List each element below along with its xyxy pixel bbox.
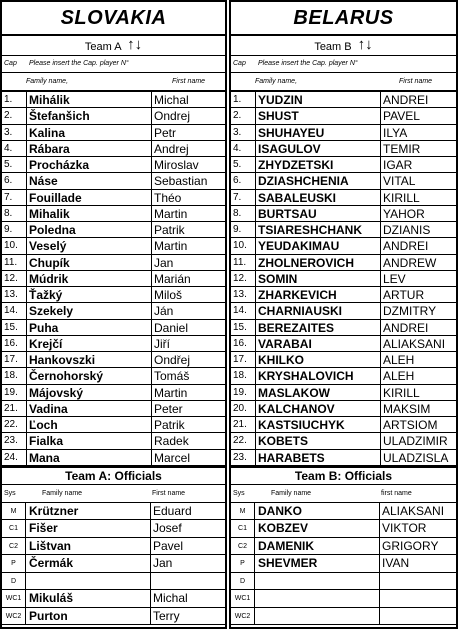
player-number: 19. — [2, 385, 27, 400]
player-first-name[interactable]: Patrik — [154, 418, 185, 432]
player-number: 7. — [231, 190, 256, 205]
player-family-name[interactable]: Ľoch — [27, 417, 152, 432]
team-b-panel — [229, 0, 458, 629]
official-first-name[interactable]: Pavel — [153, 538, 184, 553]
official-family-header: Family name — [42, 489, 83, 497]
player-first-name[interactable]: TEMIR — [383, 141, 421, 156]
player-family-name[interactable]: Májovský — [27, 385, 152, 400]
official-first-name[interactable]: Eduard — [153, 503, 192, 518]
official-role: C1 — [2, 520, 26, 537]
player-number: 6. — [231, 173, 256, 188]
player-family-name[interactable]: SOMIN — [256, 271, 381, 286]
player-family-name[interactable]: Štefanšich — [27, 108, 152, 123]
player-number: 22. — [2, 417, 27, 432]
player-first-name[interactable]: Théo — [154, 190, 182, 205]
player-number: 24. — [2, 450, 27, 465]
player-number: 18. — [231, 368, 256, 383]
player-first-name[interactable]: ALEH — [383, 369, 415, 384]
player-row[interactable] — [2, 173, 225, 189]
family-name-header: Family name, — [26, 78, 69, 85]
player-first-name[interactable]: ALIAKSANI — [383, 336, 446, 351]
official-row[interactable] — [2, 538, 225, 556]
player-number: 8. — [231, 206, 256, 221]
player-number: 6. — [2, 173, 27, 188]
player-first-name[interactable]: Ján — [154, 304, 174, 319]
player-row[interactable] — [2, 450, 225, 466]
player-first-name[interactable]: ARTSIOM — [383, 418, 438, 432]
player-first-name[interactable]: IGAR — [383, 158, 413, 172]
player-number: 13. — [2, 287, 27, 302]
official-role: P — [2, 555, 26, 572]
player-family-name[interactable]: ISAGULOV — [256, 141, 381, 156]
player-row[interactable] — [231, 222, 456, 238]
player-family-name[interactable]: Poledna — [27, 222, 152, 237]
official-role: WC2 — [2, 608, 26, 625]
official-row[interactable] — [2, 573, 225, 591]
player-family-name[interactable]: SHUHAYEU — [256, 125, 381, 140]
player-number: 19. — [231, 385, 256, 400]
player-first-name[interactable]: KIRILL — [383, 190, 420, 205]
player-first-name[interactable]: Ondrej — [154, 109, 191, 124]
official-first-header: first name — [381, 489, 412, 497]
player-first-name[interactable]: Ondřej — [154, 353, 191, 367]
player-first-name[interactable]: Miroslav — [154, 158, 199, 172]
official-family-name[interactable] — [255, 573, 380, 590]
player-family-name[interactable]: Vadina — [27, 401, 152, 416]
player-number: 10. — [2, 238, 27, 253]
player-number: 21. — [2, 401, 27, 416]
player-family-name[interactable]: KALCHANOV — [256, 401, 381, 416]
player-row[interactable] — [231, 303, 456, 319]
player-number: 4. — [231, 141, 256, 156]
roster-header — [231, 73, 456, 92]
player-row[interactable] — [2, 320, 225, 336]
player-row[interactable] — [231, 157, 456, 173]
captain-row — [231, 56, 456, 73]
official-row[interactable] — [231, 555, 456, 573]
player-first-name[interactable]: Andrej — [154, 141, 189, 156]
official-family-name[interactable]: Fišer — [26, 520, 151, 537]
sys-header: Sys — [4, 489, 16, 497]
player-first-name[interactable]: PAVEL — [383, 109, 420, 124]
player-family-name[interactable]: KOBETS — [256, 433, 381, 448]
player-number: 21. — [231, 417, 256, 432]
player-first-name[interactable]: ANDREI — [383, 320, 429, 335]
official-role: WC1 — [2, 590, 26, 607]
player-number: 17. — [2, 352, 27, 367]
player-first-name[interactable]: Radek — [154, 434, 189, 449]
cap-label: Cap — [4, 60, 17, 67]
player-row[interactable] — [231, 190, 456, 206]
player-family-name[interactable]: HARABETS — [256, 450, 381, 465]
officials-header — [231, 485, 456, 503]
official-family-name[interactable]: Mikuláš — [26, 590, 151, 607]
official-first-name[interactable]: Michal — [153, 591, 188, 606]
official-first-name[interactable]: IVAN — [382, 556, 410, 571]
player-number: 14. — [2, 303, 27, 318]
player-row[interactable] — [2, 206, 225, 222]
player-family-name[interactable]: MASLAKOW — [256, 385, 381, 400]
player-row[interactable] — [231, 320, 456, 336]
official-row[interactable] — [2, 503, 225, 521]
team-label: Team B — [314, 41, 352, 53]
officials-title: Team A: Officials — [2, 466, 225, 485]
player-family-name[interactable]: SHUST — [256, 108, 381, 123]
player-row[interactable] — [231, 385, 456, 401]
official-row[interactable] — [231, 590, 456, 608]
official-role: D — [2, 573, 26, 590]
player-number: 23. — [231, 450, 256, 465]
player-row[interactable] — [2, 303, 225, 319]
player-row[interactable] — [231, 141, 456, 157]
player-first-name[interactable]: Peter — [154, 401, 183, 416]
player-row[interactable] — [2, 255, 225, 271]
official-role: C2 — [231, 538, 255, 555]
official-first-name[interactable]: Jan — [153, 556, 173, 571]
player-first-name[interactable]: Tomáš — [154, 369, 190, 384]
player-first-name[interactable]: DZMITRY — [383, 304, 437, 319]
official-family-name[interactable] — [255, 590, 380, 607]
player-row[interactable] — [231, 352, 456, 368]
player-first-name[interactable]: ANDREI — [383, 93, 429, 107]
player-row[interactable] — [2, 125, 225, 141]
player-first-name[interactable]: Martin — [154, 385, 188, 400]
officials-title: Team B: Officials — [231, 466, 456, 485]
player-family-name[interactable]: Ťažký — [27, 287, 152, 302]
player-family-name[interactable]: Fouillade — [27, 190, 152, 205]
player-number: 9. — [2, 222, 27, 237]
player-row[interactable] — [2, 108, 225, 124]
player-row[interactable] — [231, 255, 456, 271]
official-family-name[interactable]: Čermák — [26, 555, 151, 572]
player-family-name[interactable]: Múdrik — [27, 271, 152, 286]
official-role: D — [231, 573, 255, 590]
official-family-name[interactable]: SHEVMER — [255, 555, 380, 572]
first-name-header: First name — [172, 78, 206, 85]
official-role: WC1 — [231, 590, 255, 607]
player-family-name[interactable]: Puha — [27, 320, 152, 335]
official-role: P — [231, 555, 255, 572]
player-family-name[interactable]: Náse — [27, 173, 152, 188]
official-family-name[interactable]: Lištvan — [26, 538, 151, 555]
player-row[interactable] — [2, 433, 225, 449]
official-first-header: First name — [152, 489, 186, 497]
player-family-name[interactable]: CHARNIAUSKI — [256, 303, 381, 318]
player-number: 11. — [2, 255, 27, 270]
official-first-name[interactable] — [380, 590, 456, 607]
official-first-name[interactable] — [380, 608, 456, 625]
official-family-name[interactable]: DANKO — [255, 503, 380, 520]
player-family-name[interactable]: VARABAI — [256, 336, 381, 351]
player-row[interactable] — [2, 401, 225, 417]
player-family-name[interactable]: SABALEUSKI — [256, 190, 381, 205]
player-row[interactable] — [2, 271, 225, 287]
player-family-name[interactable]: KASTSIUCHYK — [256, 417, 381, 432]
player-number: 18. — [2, 368, 27, 383]
player-first-name[interactable]: Jiří — [154, 336, 170, 351]
player-number: 2. — [2, 108, 27, 123]
team-label-row — [231, 36, 456, 56]
player-row[interactable] — [231, 108, 456, 124]
player-number: 3. — [2, 125, 27, 140]
player-number: 11. — [231, 255, 256, 270]
player-first-name[interactable]: ANDREW — [383, 255, 437, 270]
player-number: 7. — [2, 190, 27, 205]
player-row[interactable] — [231, 287, 456, 303]
official-row[interactable] — [231, 608, 456, 626]
player-family-name[interactable]: YEUDAKIMAU — [256, 238, 381, 253]
player-row[interactable] — [2, 190, 225, 206]
player-first-name[interactable]: Jan — [154, 255, 174, 270]
player-number: 5. — [2, 157, 27, 172]
player-family-name[interactable]: Krejčí — [27, 336, 152, 351]
player-row[interactable] — [231, 125, 456, 141]
player-family-name[interactable]: ZHARKEVICH — [256, 287, 381, 302]
player-first-name[interactable]: Daniel — [154, 320, 189, 335]
player-number: 20. — [231, 401, 256, 416]
team-a-panel — [0, 0, 227, 629]
player-row[interactable] — [2, 417, 225, 433]
player-first-name[interactable]: VITAL — [383, 174, 416, 189]
cap-hint: Please insert the Cap. player N° — [258, 60, 358, 67]
player-family-name[interactable]: Veselý — [27, 238, 152, 253]
team-label: Team A — [84, 41, 121, 53]
official-first-name[interactable]: GRIGORY — [382, 538, 439, 553]
player-row[interactable] — [231, 238, 456, 254]
player-number: 2. — [231, 108, 256, 123]
official-row[interactable] — [231, 538, 456, 556]
player-row[interactable] — [2, 287, 225, 303]
player-family-name[interactable]: Mana — [27, 450, 152, 465]
player-first-name[interactable]: Michal — [154, 93, 189, 107]
player-number: 22. — [231, 433, 256, 448]
country-title: SLOVAKIA — [2, 2, 225, 36]
player-row[interactable] — [231, 433, 456, 449]
player-row[interactable] — [231, 271, 456, 287]
player-row[interactable] — [2, 157, 225, 173]
player-row[interactable] — [2, 352, 225, 368]
official-row[interactable] — [2, 590, 225, 608]
player-number: 16. — [2, 336, 27, 351]
player-number: 12. — [2, 271, 27, 286]
player-first-name[interactable]: ULADZIMIR — [383, 434, 448, 449]
player-row[interactable] — [231, 336, 456, 352]
player-number: 23. — [2, 433, 27, 448]
team-label-row — [2, 36, 225, 56]
official-first-name[interactable] — [380, 573, 456, 590]
player-row[interactable] — [2, 336, 225, 352]
player-number: 12. — [231, 271, 256, 286]
player-first-name[interactable]: Marcel — [154, 450, 191, 465]
player-number: 1. — [231, 92, 256, 107]
player-first-name[interactable]: ULADZISLA — [383, 450, 449, 465]
player-number: 17. — [231, 352, 256, 367]
player-family-name[interactable]: TSIARESHCHANK — [256, 222, 381, 237]
player-number: 16. — [231, 336, 256, 351]
official-row[interactable] — [231, 520, 456, 538]
player-row[interactable] — [2, 385, 225, 401]
cap-hint: Please insert the Cap. player N° — [29, 60, 129, 67]
player-number: 15. — [231, 320, 256, 335]
player-family-name[interactable]: Kalina — [27, 125, 152, 140]
player-number: 4. — [2, 141, 27, 156]
official-row[interactable] — [2, 608, 225, 626]
player-first-name[interactable]: YAHOR — [383, 206, 425, 221]
player-row[interactable] — [231, 450, 456, 466]
player-row[interactable] — [231, 206, 456, 222]
roster-header — [2, 73, 225, 92]
captain-row — [2, 56, 225, 73]
official-role: M — [2, 503, 26, 520]
player-row[interactable] — [231, 368, 456, 384]
official-role: WC2 — [231, 608, 255, 625]
player-family-name[interactable]: Černohorský — [27, 368, 152, 383]
official-family-name[interactable] — [26, 573, 151, 590]
official-family-name[interactable]: DAMENIK — [255, 538, 380, 555]
officials-header — [2, 485, 225, 503]
player-first-name[interactable]: LEV — [383, 271, 406, 286]
player-number: 5. — [231, 157, 256, 172]
official-role: C1 — [231, 520, 255, 537]
swap-arrows-icon[interactable]: ↑↓ — [357, 36, 373, 53]
player-family-name[interactable]: DZIASHCHENIA — [256, 173, 381, 188]
player-family-name[interactable]: Mihalik — [27, 206, 152, 221]
swap-arrows-icon[interactable]: ↑↓ — [127, 36, 143, 53]
official-role: C2 — [2, 538, 26, 555]
player-first-name[interactable]: Martin — [154, 239, 188, 254]
player-row[interactable] — [231, 401, 456, 417]
official-family-name[interactable]: Purton — [26, 608, 151, 625]
player-family-name[interactable]: KHILKO — [256, 352, 381, 367]
player-first-name[interactable]: ARTUR — [383, 288, 425, 302]
player-first-name[interactable]: ANDREI — [383, 239, 429, 254]
player-family-name[interactable]: ZHYDZETSKI — [256, 157, 381, 172]
player-row[interactable] — [231, 173, 456, 189]
official-family-name[interactable] — [255, 608, 380, 625]
player-family-name[interactable]: Rábara — [27, 141, 152, 156]
player-number: 15. — [2, 320, 27, 335]
official-first-name[interactable] — [151, 573, 225, 590]
player-family-name[interactable]: BURTSAU — [256, 206, 381, 221]
player-first-name[interactable]: Sebastian — [154, 174, 208, 189]
official-first-name[interactable]: Josef — [153, 521, 182, 536]
player-number: 14. — [231, 303, 256, 318]
player-row[interactable] — [231, 92, 456, 108]
player-family-name[interactable]: Chupík — [27, 255, 152, 270]
player-row[interactable] — [2, 368, 225, 384]
country-title: BELARUS — [231, 2, 456, 36]
player-family-name[interactable]: Hankovszki — [27, 352, 152, 367]
player-number: 1. — [2, 92, 27, 107]
first-name-header: First name — [399, 78, 433, 85]
player-number: 13. — [231, 287, 256, 302]
player-first-name[interactable]: ALEH — [383, 353, 415, 367]
player-family-name[interactable]: ZHOLNEROVICH — [256, 255, 381, 270]
player-row[interactable] — [2, 92, 225, 108]
player-first-name[interactable]: DZIANIS — [383, 223, 431, 237]
player-family-name[interactable]: Szekely — [27, 303, 152, 318]
official-row[interactable] — [231, 503, 456, 521]
player-first-name[interactable]: ILYA — [383, 125, 408, 140]
official-first-name[interactable]: ALIAKSANI — [382, 503, 445, 518]
player-row[interactable] — [2, 141, 225, 157]
player-family-name[interactable]: Procházka — [27, 157, 152, 172]
player-number: 8. — [2, 206, 27, 221]
player-family-name[interactable]: KRYSHALOVICH — [256, 368, 381, 383]
family-name-header: Family name, — [255, 78, 298, 85]
player-first-name[interactable]: Marián — [154, 271, 191, 286]
official-first-name[interactable]: VIKTOR — [382, 521, 427, 536]
player-number: 10. — [231, 238, 256, 253]
player-row[interactable] — [231, 417, 456, 433]
player-family-name[interactable]: Fialka — [27, 433, 152, 448]
player-row[interactable] — [2, 222, 225, 238]
player-first-name[interactable]: Petr — [154, 125, 177, 140]
cap-label: Cap — [233, 60, 246, 67]
official-first-name[interactable]: Terry — [153, 608, 180, 623]
player-first-name[interactable]: Martin — [154, 206, 188, 221]
player-number: 3. — [231, 125, 256, 140]
official-row[interactable] — [2, 555, 225, 573]
official-row[interactable] — [231, 573, 456, 591]
player-row[interactable] — [2, 238, 225, 254]
player-family-name[interactable]: YUDZIN — [256, 92, 381, 107]
player-family-name[interactable]: BEREZAITES — [256, 320, 381, 335]
player-first-name[interactable]: MAKSIM — [383, 401, 431, 416]
player-first-name[interactable]: KIRILL — [383, 385, 420, 400]
official-row[interactable] — [2, 520, 225, 538]
player-number: 9. — [231, 222, 256, 237]
player-first-name[interactable]: Miloš — [154, 288, 183, 302]
official-family-name[interactable]: KOBZEV — [255, 520, 380, 537]
player-family-name[interactable]: Mihálik — [27, 92, 152, 107]
official-family-header: Family name — [271, 489, 312, 497]
sys-header: Sys — [233, 489, 245, 497]
official-role: M — [231, 503, 255, 520]
official-family-name[interactable]: Krützner — [26, 503, 151, 520]
player-first-name[interactable]: Patrik — [154, 223, 185, 237]
